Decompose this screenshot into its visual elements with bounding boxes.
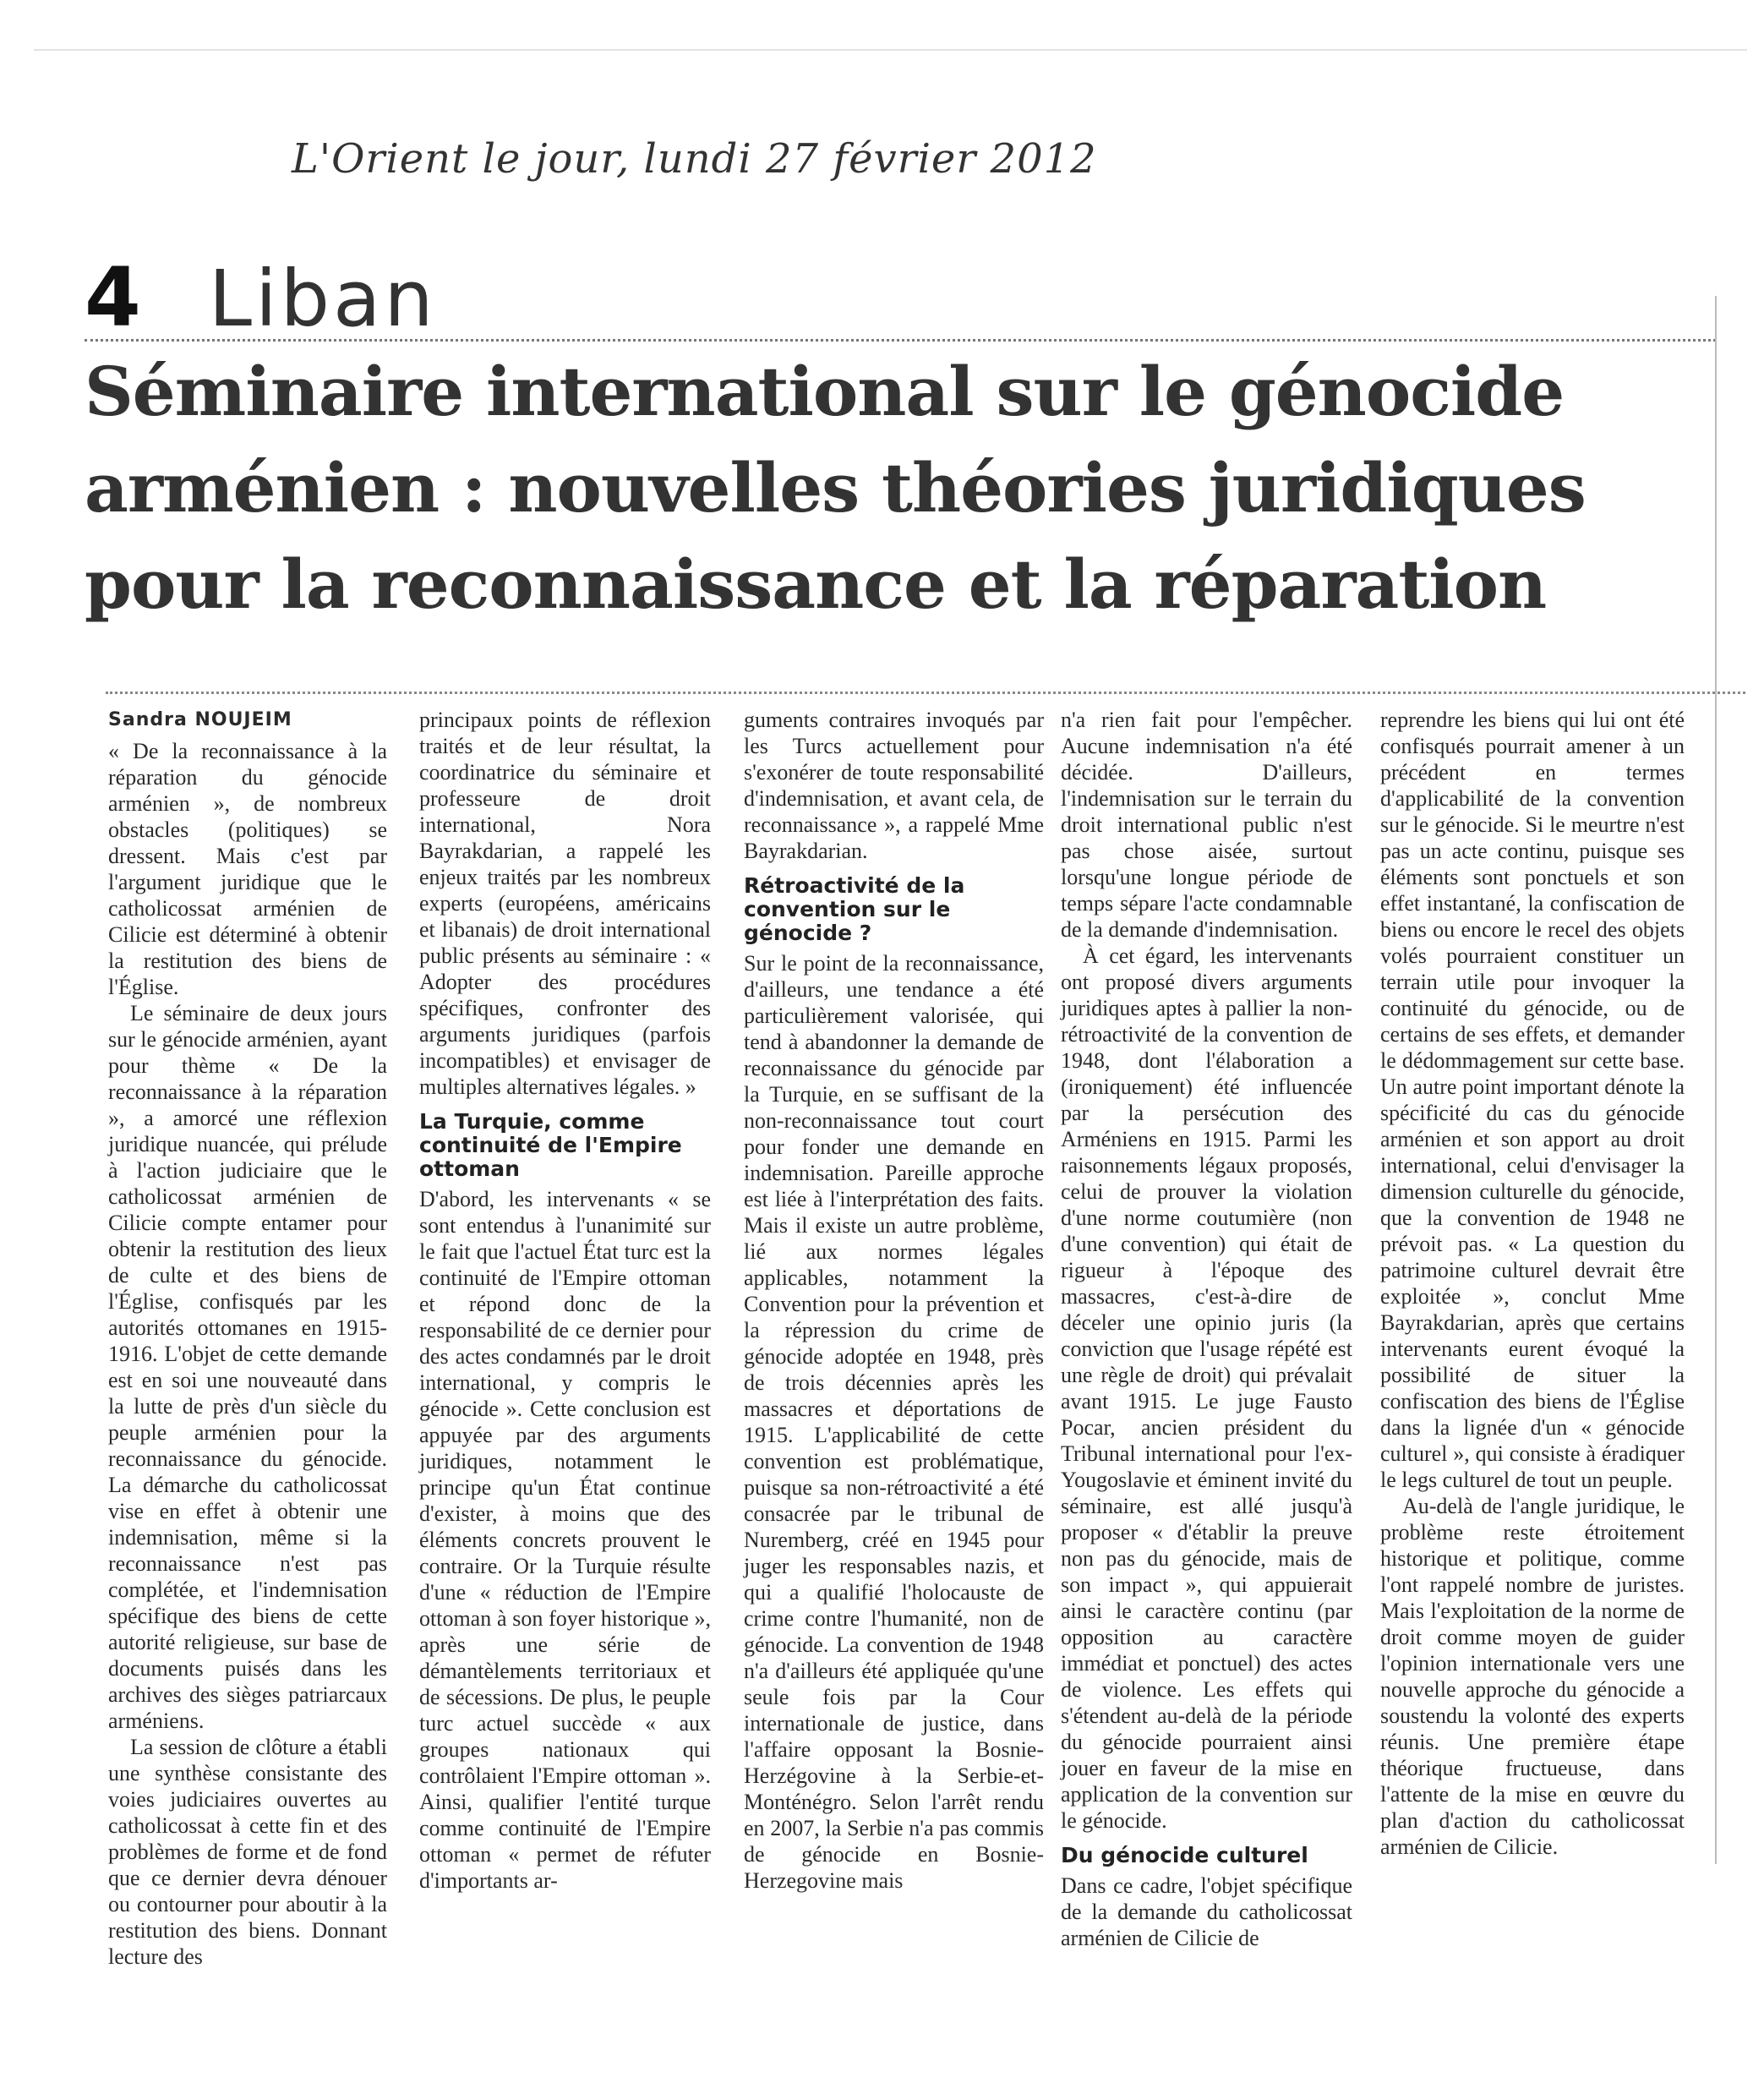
article-column-1: [108, 707, 387, 1969]
subheading: Du génocide culturel: [1061, 1843, 1308, 1867]
paragraph: reprendre les biens qui lui ont été confisqués pourrait amener à un précédent en termes d'applicabilité de la convention sur le génocide. Si le meurtre n'est pas un acte continu, puisque ses éléments sont ponctuels et son effet instantané, la confiscation de biens ou encore le recel des objets volés pourraient constituer un terrain utile pour invoquer la continuité du génocide, ou de certains de ses effets, et demander le dédommagement sur cette base. Un autre point important dénote la spécificité du cas du génocide arménien et son apport au droit international, celui d'envisager la dimension culturelle du génocide, que la convention de 1948 ne prévoit pas. « La question du patrimoine culturel devrait être exploitée », conclut Mme Bayrakdarian, après que certains intervenants eurent évoqué la possibilité de situer la confiscation des biens de l'Église dans la lignée d'un « génocide culturel », qui consiste à éradiquer le legs culturel de tout un peuple.: [1380, 708, 1685, 1492]
subheading: La Turquie, comme continuité de l'Empire ottoman: [419, 1109, 682, 1181]
paragraph: principaux points de réflexion traités et de leur résultat, la coordinatrice du séminaire et professeure de droit international, Nora Bayrakdarian, a rappelé les enjeux traités par les nombreux experts (européens, américains et libanais) de droit international public présents au séminaire : « Adopter des procédures spécifiques, confronter des arguments juridiques (parfois incompatibles) et envisager de multiples alternatives légales. »: [419, 708, 711, 1099]
paragraph: Au-delà de l'angle juridique, le problème reste étroitement historique et politique, comme l'ont rappelé nombre de juristes. Mais l'exploitation de la norme de droit comme moyen de guider l'opinion internationale vers une nouvelle approche du génocide a soustendu la volonté des experts réunis. Une première étape théorique fructueuse, dans l'attente de la mise en œuvre du plan d'action du catholicossat arménien de Cilicie.: [1380, 1494, 1685, 1859]
article-column-2: [419, 707, 711, 1893]
subheading: Rétroactivité de la convention sur le génocide ?: [744, 873, 965, 945]
page-number: 4: [85, 250, 141, 345]
right-column-rule: [1715, 296, 1717, 1864]
byline: Sandra NOUJEIM: [108, 709, 292, 730]
article-headline: Séminaire international sur le génocide arménien : nouvelles théories juridiques pour la reconnaissance et la réparation: [85, 352, 1586, 624]
byline-rule: [106, 692, 1745, 694]
paragraph: D'abord, les intervenants « se sont entendus à l'unanimité sur le fait que l'actuel État turc est la continuité de l'Empire ottoman et répond donc de la responsabilité de ce dernier pour des actes condamnés par le droit international, y compris le génocide ». Cette conclusion est appuyée par des arguments juridiques, notamment le principe qu'un État continue d'exister, à moins que des éléments concrets prouvent le contraire. Or la Turquie résulte d'une « réduction de l'Empire ottoman à son foyer historique », après une série de démantèlements territoriaux et de sécessions. De plus, le peuple turc actuel succède « aux groupes nationaux qui contrôlaient l'Empire ottoman ». Ainsi, qualifier l'entité turque comme continuité de l'Empire ottoman « permet de réfuter d'importants ar-: [419, 1187, 711, 1893]
paragraph: guments contraires invoqués par les Turcs actuellement pour s'exonérer de toute responsabilité d'indemnisation, et avant cela, de reconnaissance », a rappelé Mme Bayrakdarian.: [744, 708, 1044, 863]
paragraph: Sur le point de la reconnaissance, d'ailleurs, une tendance a été particulièrement valorisée, qui tend à abandonner la demande de reconnaissance du génocide par la Turquie, en se suffisant de la non-reconnaissance tout court pour fonder une demande en indemnisation. Pareille approche est liée à l'interprétation des faits. Mais il existe un autre problème, lié aux normes légales applicables, notamment la Convention pour la prévention et la répression du crime de génocide adoptée en 1948, près de trois décennies après les massacres et déportations de 1915. L'applicabilité de cette convention est problématique, puisque sa non-rétroactivité a été consacrée par le tribunal de Nuremberg, créé en 1945 pour juger les responsables nazis, et qui a qualifié l'holocauste de crime contre l'humanité, non de génocide. La convention de 1948 n'a d'ailleurs été appliquée qu'une seule fois par la Cour internationale de justice, dans l'affaire opposant la Bosnie-Herzégovine à la Serbie-et-Monténégro. Selon l'arrêt rendu en 2007, la Serbie n'a pas commis de génocide en Bosnie-Herzegovine mais: [744, 951, 1044, 1893]
header-rule: [85, 339, 1716, 342]
section-name: Liban: [208, 254, 437, 344]
handwritten-source-note: L'Orient le jour, lundi 27 février 2012: [292, 135, 1097, 183]
paragraph: « De la reconnaissance à la réparation du génocide arménien », de nombreux obstacles (politiques) se dressent. Mais c'est par l'argument juridique que le catholicossat arménien de Cilicie est déterminé à obtenir la restitution des biens de l'Église.: [108, 739, 387, 999]
paragraph: La session de clôture a établi une synthèse consistante des voies judiciaires ouvertes au catholicossat à cette fin et des problèmes de forme et de fond que ce dernier devra dénouer ou contourner pour aboutir à la restitution des biens. Donnant lecture des: [108, 1735, 387, 1969]
section-header: [85, 250, 437, 345]
article-column-4: [1061, 707, 1352, 1950]
article-column-5: [1380, 707, 1685, 1873]
paragraph: Le séminaire de deux jours sur le génocide arménien, ayant pour thème « De la reconnaissance à la réparation », a amorcé une réflexion juridique nuancée, qui prélude à l'action judiciaire que le catholicossat arménien de Cilicie compte entamer pour obtenir la restitution des lieux de culte et des biens de l'Église, confisqués par les autorités ottomanes en 1915-1916. L'objet de cette demande est en soi une nouveauté dans la lutte de près d'un siècle du peuple arménien pour la reconnaissance du génocide. La démarche du catholicossat vise en effet à obtenir une indemnisation, même si la reconnaissance n'est pas complétée, et l'indemnisation spécifique des biens de cette autorité religieuse, sur base de documents puisés dans les archives des sièges patriarcaux arméniens.: [108, 1001, 387, 1733]
paragraph: Dans ce cadre, l'objet spécifique de la demande du catholicossat arménien de Cilicie de: [1061, 1873, 1352, 1950]
scan-edge: [34, 49, 1747, 51]
paragraph: À cet égard, les intervenants ont proposé divers arguments juridiques aptes à pallier la non-rétroactivité de la convention de 1948, dont l'élaboration a (ironiquement) été influencée par la persécution des Arméniens en 1915. Parmi les raisonnements légaux proposés, celui de prouver la violation d'une norme coutumière (non d'une convention) qui était de rigueur à l'époque des massacres, c'est-à-dire de déceler une opinio juris (la conviction que l'usage répété est une règle de droit) qui prévalait avant 1915. Le juge Fausto Pocar, ancien président du Tribunal international pour l'ex-Yougoslavie et éminent invité du séminaire, est allé jusqu'à proposer « d'établir la preuve non pas du génocide, mais de son impact », qui appuierait ainsi le caractère continu (par opposition au caractère immédiat et ponctuel) des actes de violence. Les effets qui s'étendent au-delà de la période du génocide pourraient ainsi jouer en faveur de la mise en application de la convention sur le génocide.: [1061, 943, 1352, 1833]
paragraph: n'a rien fait pour l'empêcher. Aucune indemnisation n'a été décidée. D'ailleurs, l'indemnisation sur le terrain du droit international public n'est pas chose aisée, surtout lorsqu'une longue période de temps sépare l'acte condamnable de la demande d'indemnisation.: [1061, 708, 1352, 942]
article-column-3: [744, 707, 1044, 1893]
